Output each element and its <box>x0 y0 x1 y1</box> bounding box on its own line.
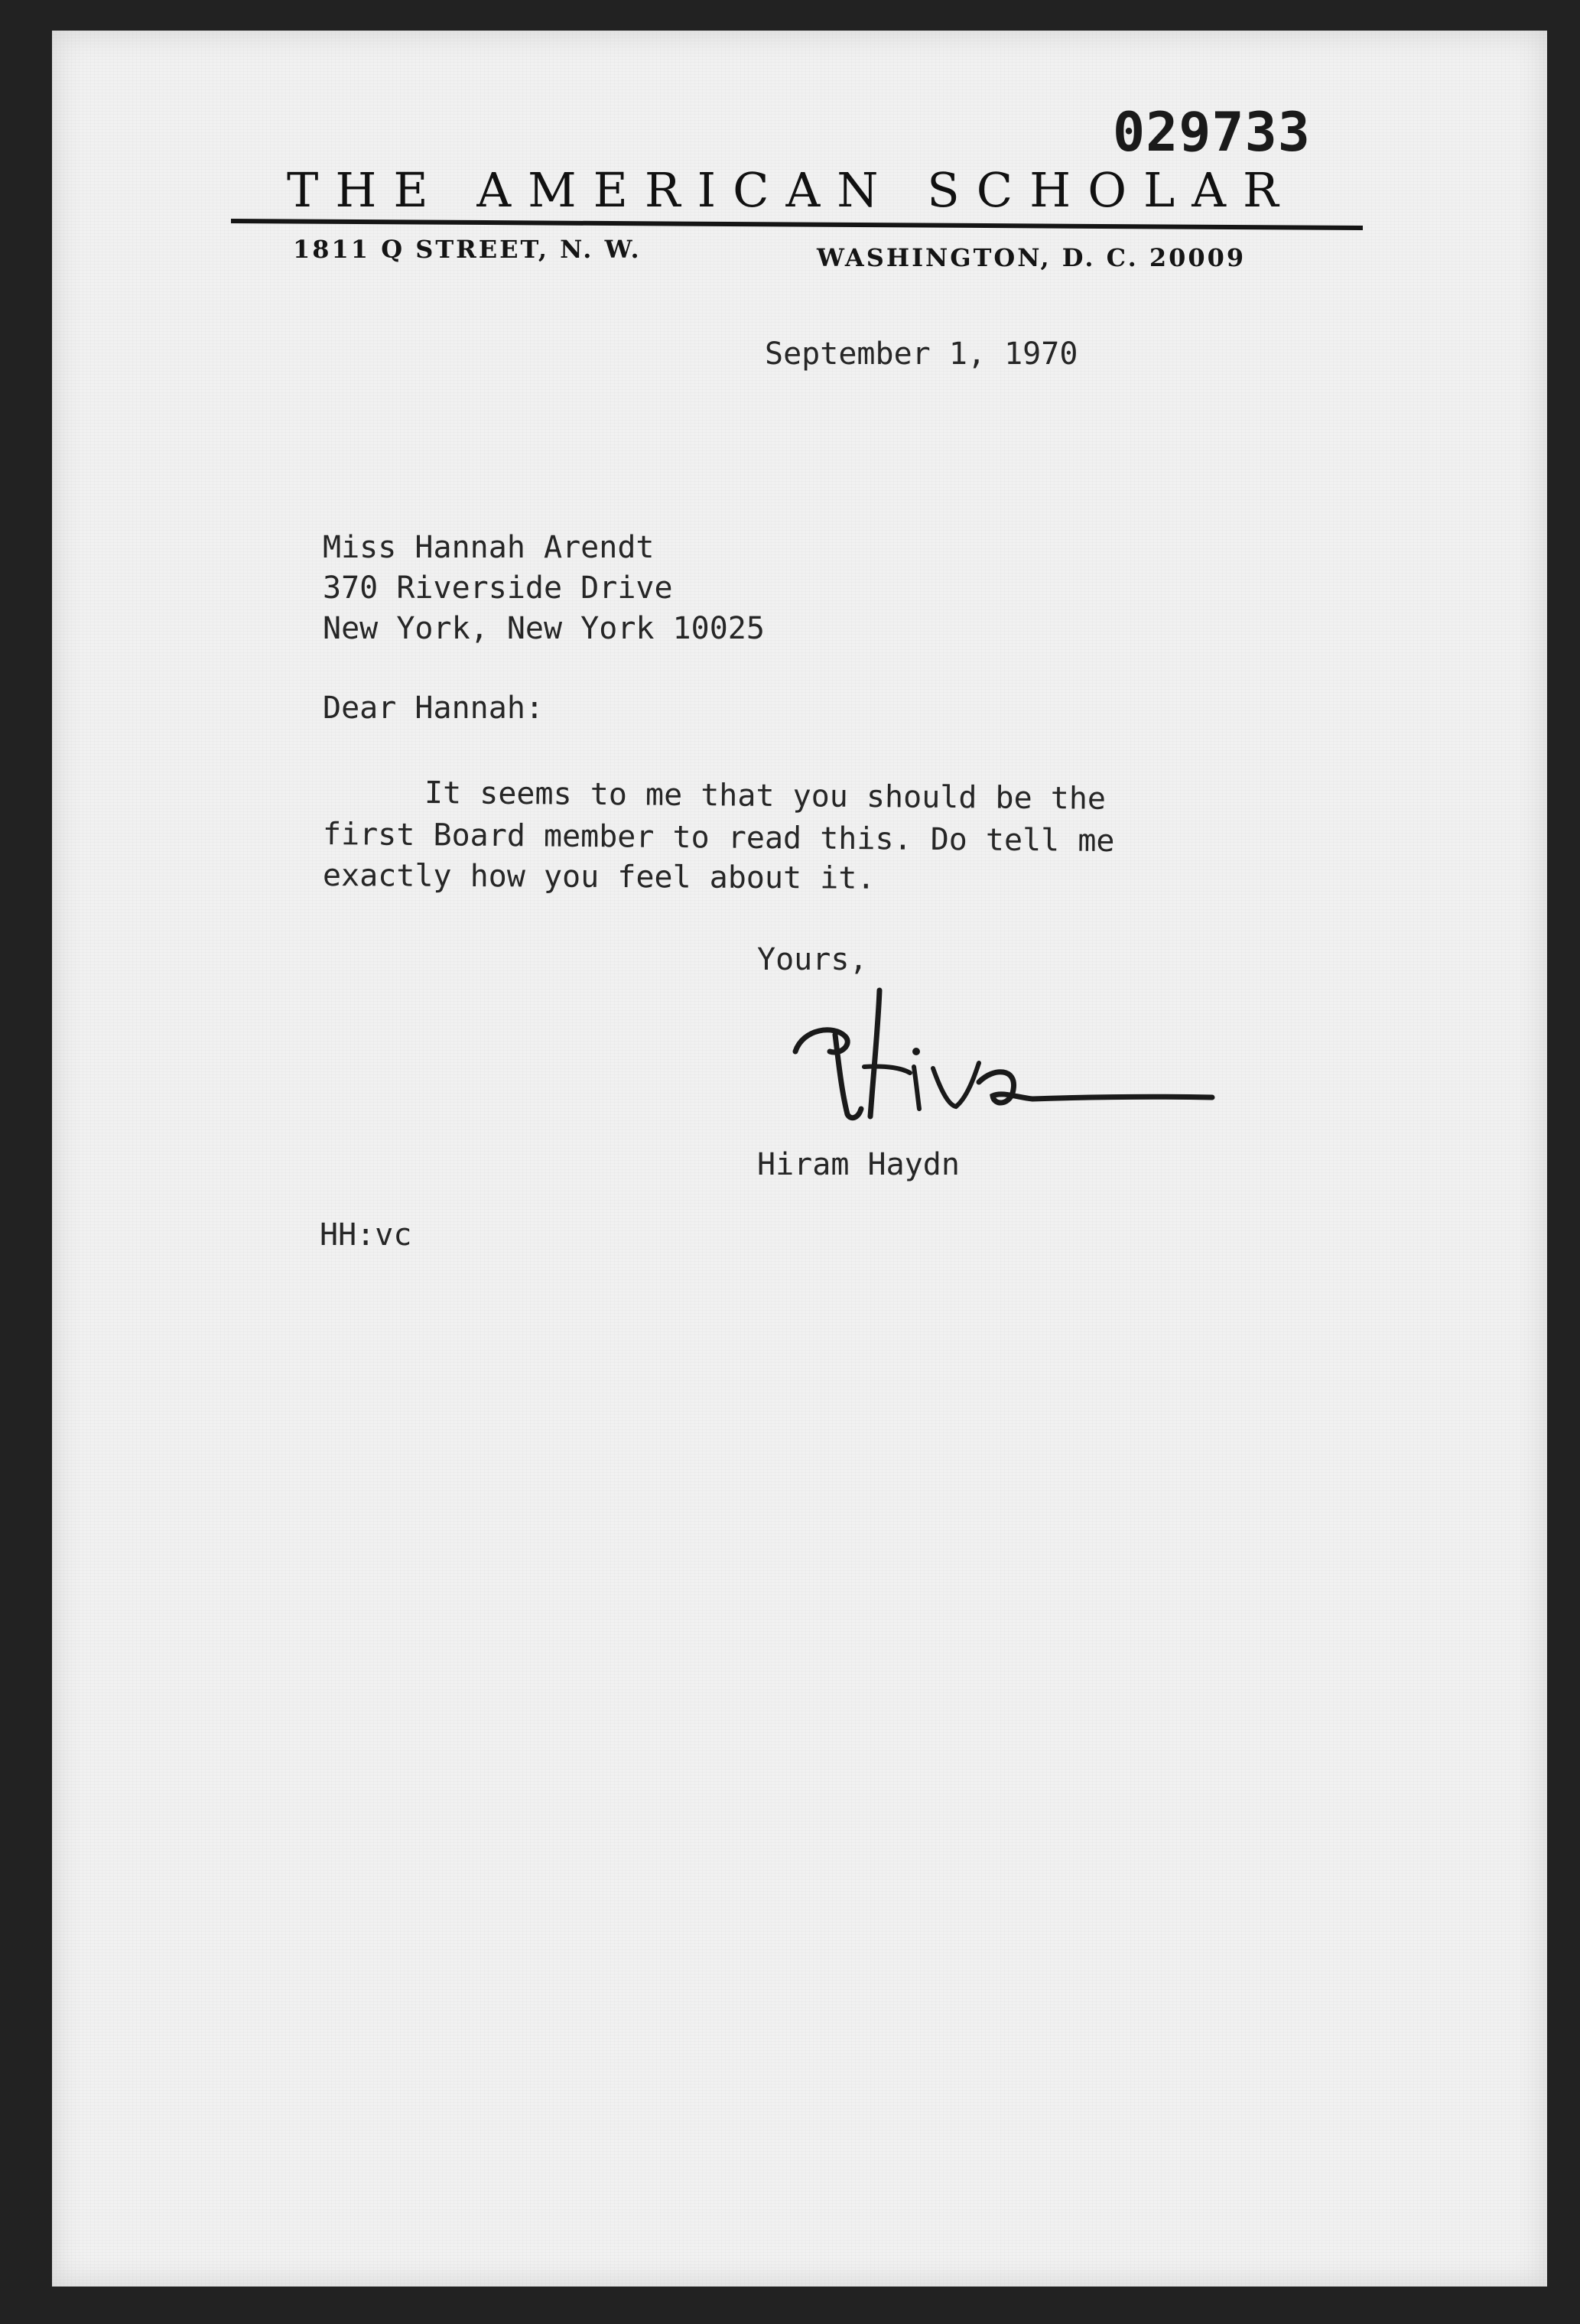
letterhead-street: 1811 Q STREET, N. W. <box>293 235 642 264</box>
body-line-3: exactly how you feel about it. <box>322 858 876 896</box>
letter-date: September 1, 1970 <box>765 336 1078 372</box>
body-line-2: first Board member to read this. Do tell me <box>322 817 1115 860</box>
archive-number: 029733 <box>1113 101 1311 164</box>
reference-initials: HH:vc <box>320 1217 412 1253</box>
recipient-city: New York, New York 10025 <box>323 611 765 646</box>
closing: Yours, <box>757 942 868 977</box>
salutation: Dear Hannah: <box>323 691 544 726</box>
body-line-1: It seems to me that you should be the <box>424 775 1107 817</box>
signer-name: Hiram Haydn <box>757 1147 960 1182</box>
letterhead-title: THE AMERICAN SCHOLAR <box>287 162 1296 218</box>
letterhead-city: WASHINGTON, D. C. 20009 <box>817 243 1247 272</box>
handwritten-signature <box>788 983 1224 1132</box>
recipient-street: 370 Riverside Drive <box>323 570 673 606</box>
recipient-name: Miss Hannah Arendt <box>323 530 655 565</box>
